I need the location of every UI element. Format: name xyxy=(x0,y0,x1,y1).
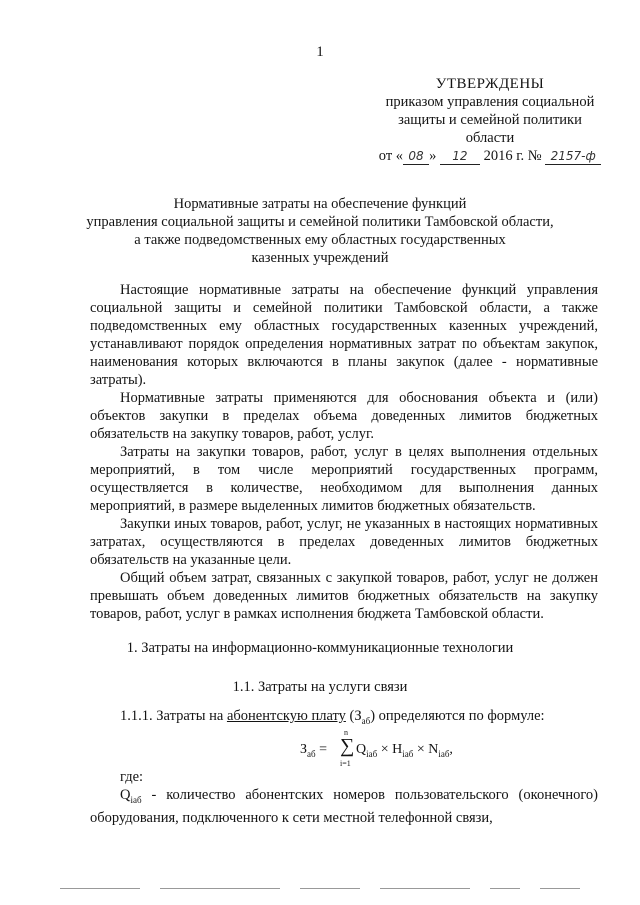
approval-line-2: защиты и семейной политики xyxy=(398,112,582,128)
approval-block xyxy=(360,75,620,165)
paragraph-2: Нормативные затраты применяются для обоснования объекта и (или) объектов закупки в пределах объема доведенных лимитов бюджетных обязательств на закупку товаров, работ, услуг. xyxy=(90,390,598,442)
title-line-2: управления социальной защиты и семейной политики Тамбовской области, xyxy=(86,214,554,230)
formula-n-sub: iаб xyxy=(438,748,450,759)
section-heading-1: 1. Затраты на информационно-коммуникационные технологии xyxy=(126,640,514,656)
clause-prefix: 1.1.1. Затраты на xyxy=(120,708,227,724)
footer-dash-3 xyxy=(300,888,360,889)
date-mid: » xyxy=(429,148,437,164)
order-number: 2157-ф xyxy=(545,148,601,165)
sum-upper-limit: n xyxy=(344,728,348,737)
sum-lower-limit: i=1 xyxy=(340,759,351,768)
clause-symbol: (З xyxy=(349,708,362,724)
paragraph-5: Общий объем затрат, связанных с закупкой товаров, работ, услуг не должен превышать объем доведенных лимитов бюджетных обязательств на закупку товаров, работ, услуг в рамках исполнения бюджета Тамбовской области. xyxy=(90,570,598,622)
definition-q xyxy=(90,786,598,827)
footer-dash-5 xyxy=(490,888,520,889)
title-line-3: а также подведомственных ему областных государственных xyxy=(134,232,506,248)
formula-end: , xyxy=(449,742,453,757)
title-line-4: казенных учреждений xyxy=(251,250,389,266)
approval-line-1: приказом управления социальной xyxy=(385,94,595,110)
approval-heading: УТВЕРЖДЕНЫ xyxy=(435,76,545,92)
formula-lhs-letter: З xyxy=(300,742,308,757)
body-paragraphs xyxy=(90,281,598,623)
page-number: 1 xyxy=(316,44,324,60)
clause-suffix: ) определяются по формуле: xyxy=(370,708,545,724)
formula-h-sub: iаб xyxy=(402,748,414,759)
approval-line-3: области xyxy=(465,130,515,146)
document-title xyxy=(60,195,580,267)
formula-eq: = xyxy=(315,742,327,757)
definition-q-sub: iаб xyxy=(130,794,142,805)
section-heading-1-1: 1.1. Затраты на услуги связи xyxy=(232,679,408,695)
sigma-symbol: ∑ xyxy=(340,735,355,757)
footer-dash-1 xyxy=(60,888,140,889)
definition-q-letter: Q xyxy=(120,787,131,803)
approval-date-line xyxy=(360,147,620,165)
date-prefix: от « xyxy=(378,148,404,164)
formula xyxy=(300,728,600,772)
definition-q-text: - количество абонентских номеров пользовательского (оконечного) оборудования, подключенного к сети местной телефонной связи, xyxy=(90,787,598,826)
title-line-1: Нормативные затраты на обеспечение функций xyxy=(173,196,467,212)
date-month: 12 xyxy=(440,148,480,165)
footer-dash-2 xyxy=(160,888,280,889)
formula-lhs xyxy=(300,742,327,759)
paragraph-3: Затраты на закупки товаров, работ, услуг в целях выполнения отдельных мероприятий, в том числе мероприятий государственных программ, осуществляется в количестве, необходимом для выполнения данных мероприятий, в размере выделенных лимитов бюджетных обязательств. xyxy=(90,444,598,514)
formula-h: H xyxy=(392,742,403,757)
paragraph-4: Закупки иных товаров, работ, услуг, не указанных в настоящих нормативных затратах, осуществляются в пределах доведенных лимитов бюджетных обязательств на указанные цели. xyxy=(90,516,598,568)
formula-times-2: × xyxy=(413,742,429,757)
formula-q-sub: iаб xyxy=(366,748,378,759)
formula-times-1: × xyxy=(377,742,393,757)
formula-n: N xyxy=(428,742,439,757)
clause-1-1-1 xyxy=(90,708,598,726)
footer-dash-6 xyxy=(540,888,580,889)
paragraph-1: Настоящие нормативные затраты на обеспечение функций управления социальной защиты и семейной политики Тамбовской области, а также подведомственных ему областных государственных казенных учреждений, устанавливают порядок определения нормативных затрат по объектам закупок, наименования которых включаются в планы закупок (далее - нормативные затраты). xyxy=(90,282,598,388)
formula-q: Q xyxy=(356,742,367,757)
date-day: 08 xyxy=(403,148,429,165)
date-year: 2016 г. № xyxy=(483,148,542,164)
clause-symbol-sub: аб xyxy=(361,715,371,726)
clause-underlined: абонентскую плату xyxy=(226,708,346,724)
formula-rhs xyxy=(356,742,453,759)
formula-lhs-sub: аб xyxy=(307,748,316,759)
footer-dash-4 xyxy=(380,888,470,889)
where-label: где: xyxy=(120,769,144,785)
definitions xyxy=(90,768,598,827)
